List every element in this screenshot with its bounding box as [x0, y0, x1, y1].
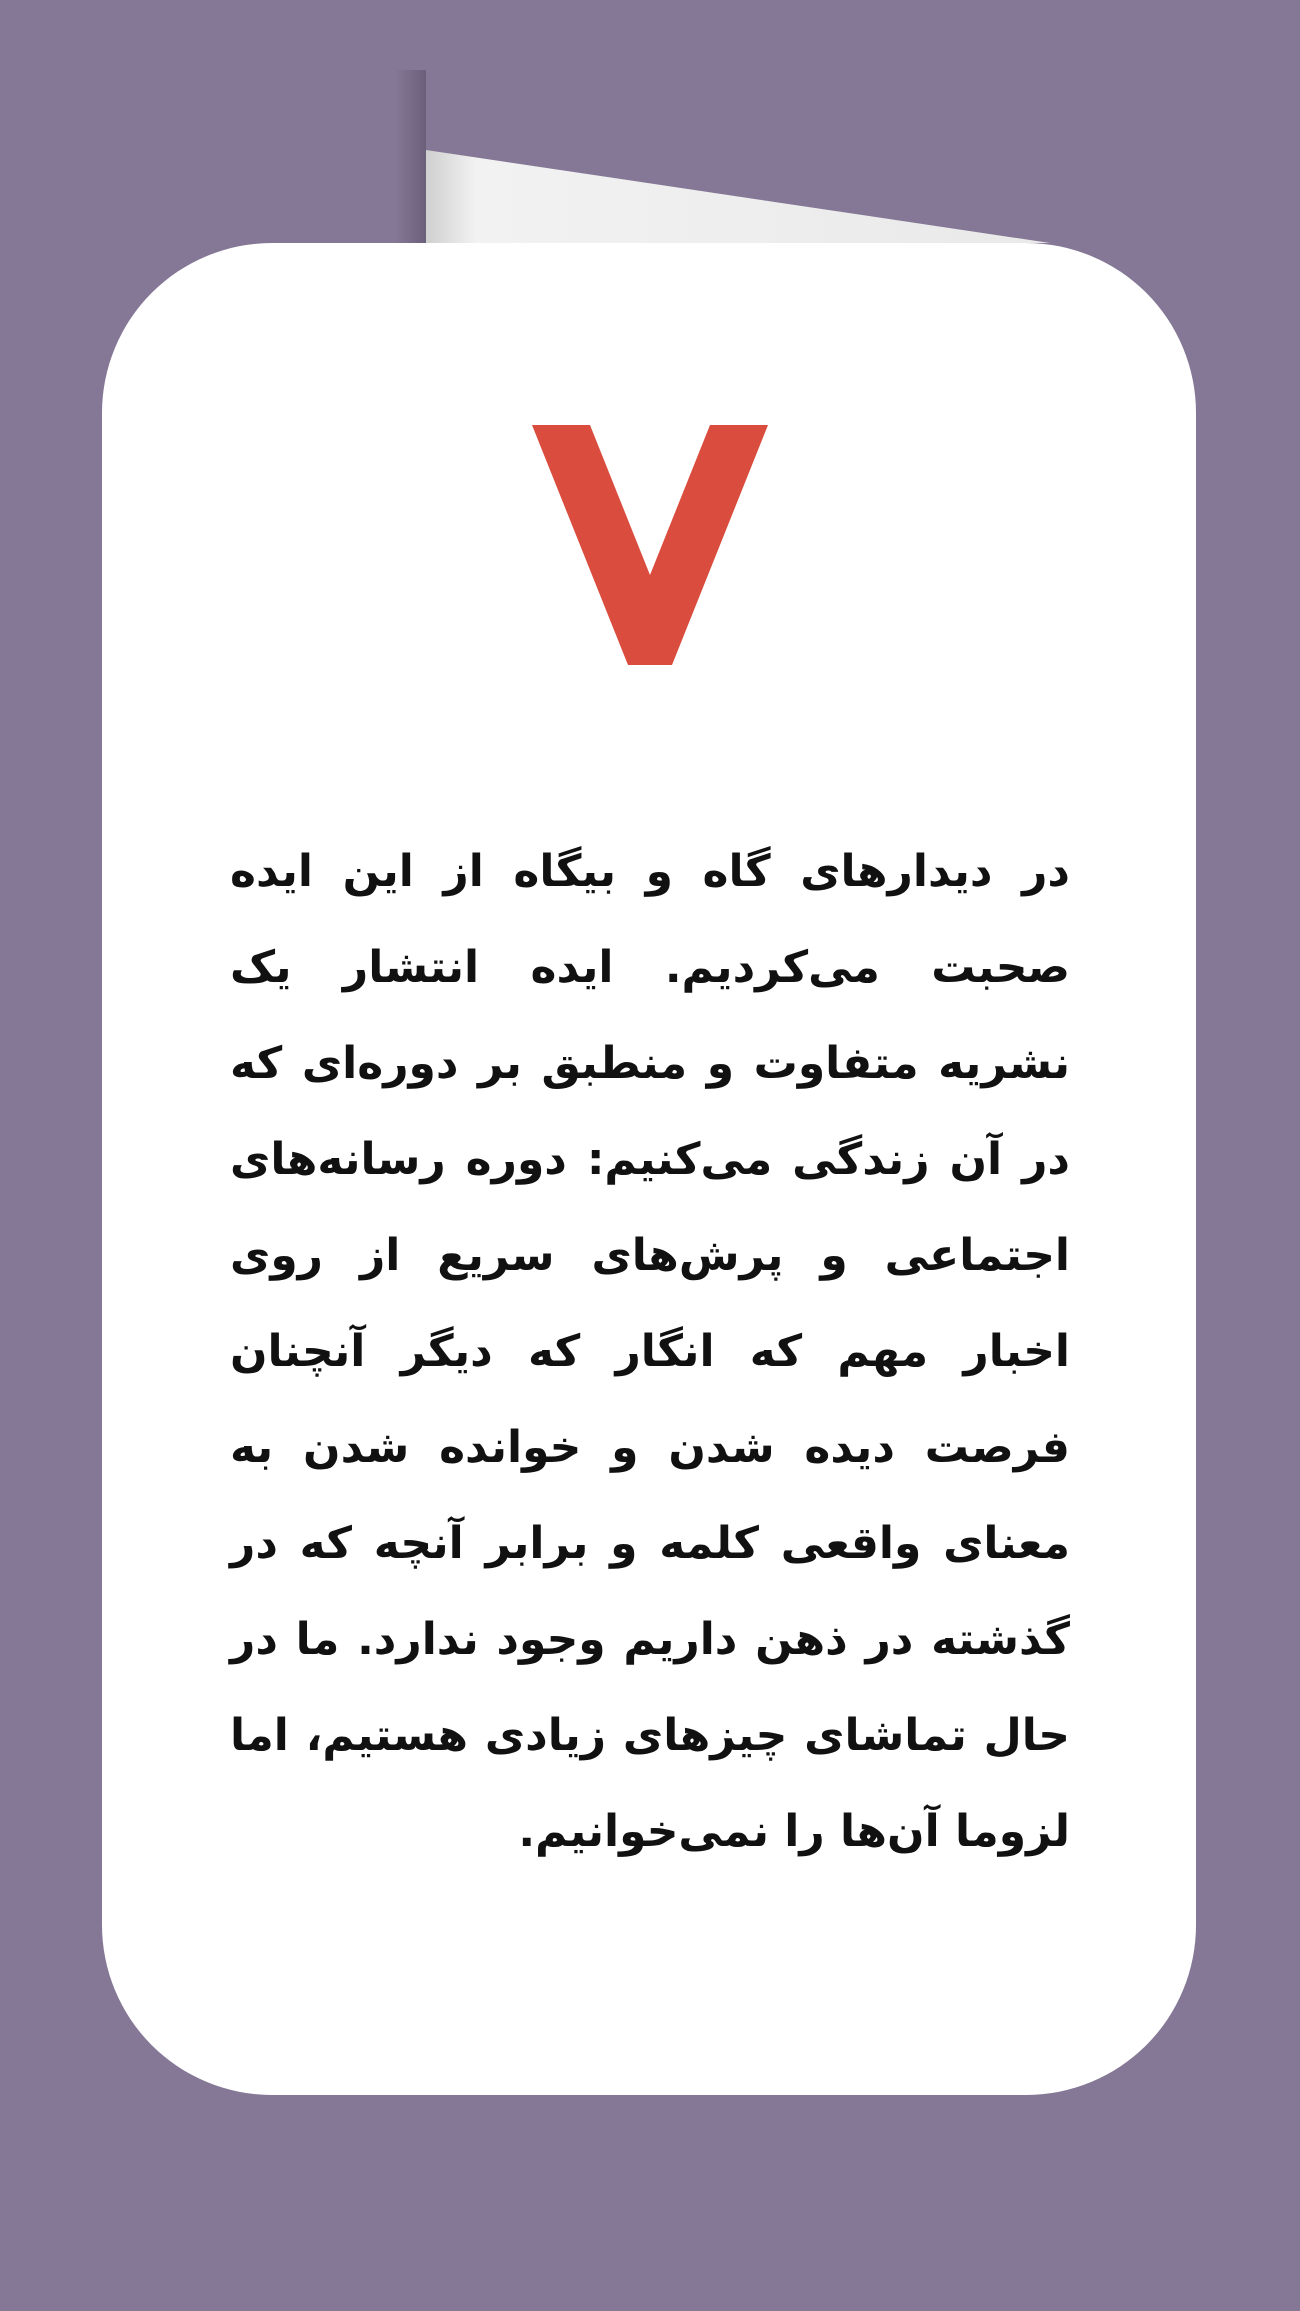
- number-label: ۷: [650, 415, 651, 416]
- card-paragraph: در دیدارهای گاه و بیگاه از این ایده صحبت می‌کردیم. ایده انتشار یک نشریه متفاوت و منطبق بر دوره‌ای که در آن زندگی می‌کنیم: دوره رسانه‌های اجتماعی و پرش‌های سریع از روی اخبار مهم که انگار که دیگر آنچنان فرصت دیده شدن و خوانده شدن به معنای واقعی کلمه و برابر آنچه که در گذشته در ذهن داریم وجود ندارد. ما در حال تماشای چیزهای زیادی هستیم، اما لزوما آن‌ها را نمی‌خوانیم.: [230, 846, 1070, 1857]
- flap-sheet: [426, 150, 1050, 243]
- chapter-number: [532, 415, 768, 665]
- flap-shadow: [395, 70, 426, 243]
